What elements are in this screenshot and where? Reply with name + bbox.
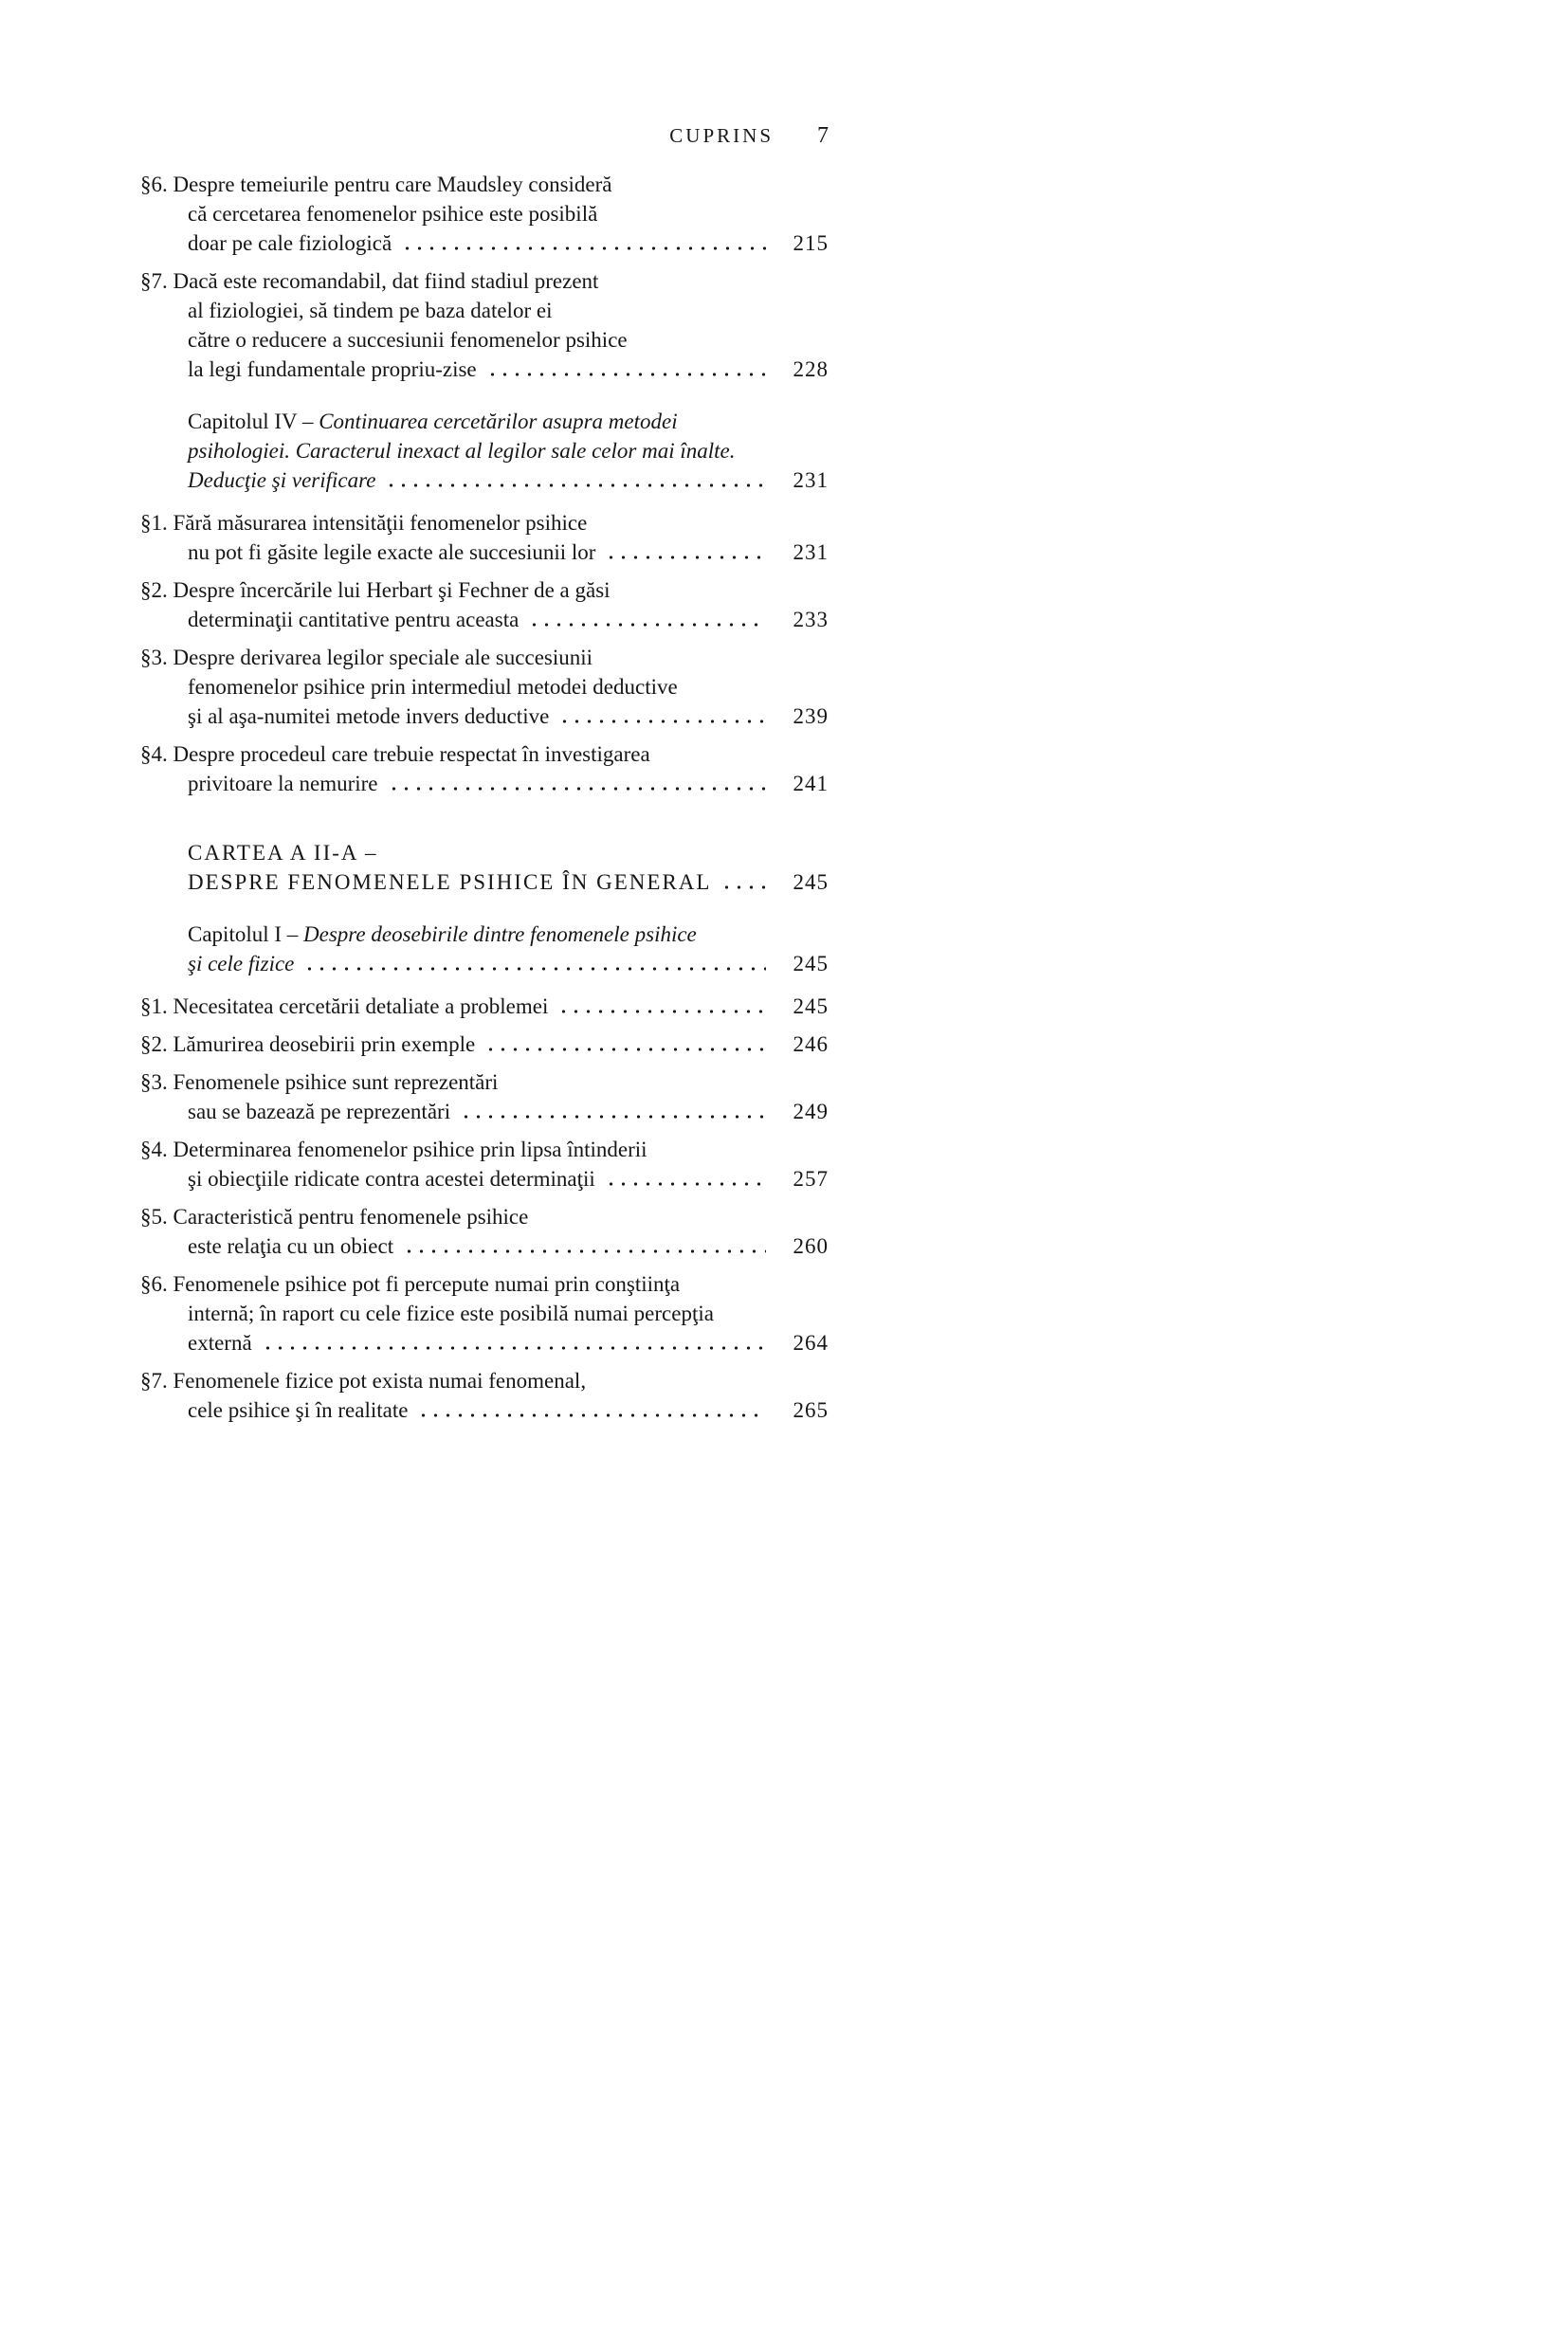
toc-line: §1. Fără măsurarea intensităţii fenomenelor psihice	[140, 511, 588, 535]
toc-entry-text: §2. Lămurirea deosebirii prin exemple	[140, 1032, 476, 1056]
page-number: 260	[793, 1234, 829, 1258]
leader-dots	[486, 373, 766, 376]
toc-line-with-page	[188, 355, 829, 384]
chapter-title-text: Despre deosebirile dintre fenomenele psihice	[303, 922, 697, 946]
toc-line: către o reducere a succesiunii fenomenelor psihice	[188, 328, 628, 352]
toc-line-with-page	[188, 465, 829, 495]
toc-line: §3. Fenomenele psihice sunt reprezentări	[140, 1070, 499, 1094]
toc-line: psihologiei. Caracterul inexact al legilor sale celor mai înalte.	[188, 439, 736, 463]
toc-entry-text: şi al aşa-numitei metode invers deductive	[188, 704, 550, 728]
leader-dots	[605, 1182, 766, 1186]
leader-dots	[460, 1115, 766, 1119]
toc-line-with-page	[188, 867, 829, 897]
toc-line: al fiziologiei, să tindem pe baza datelor ei	[188, 299, 553, 322]
toc-entry	[140, 992, 829, 1021]
leader-dots	[484, 1048, 766, 1051]
toc-line: §7. Dacă este recomandabil, dat fiind stadiul prezent	[140, 269, 599, 293]
toc-entry-text: §1. Necesitatea cercetării detaliate a problemei	[140, 994, 549, 1018]
toc-entry-text: determinaţii cantitative pentru aceasta	[188, 608, 520, 631]
page-number: 245	[793, 952, 829, 975]
leader-dots	[388, 787, 766, 791]
toc-entry	[140, 1366, 829, 1425]
leader-dots	[720, 885, 766, 889]
toc-line-with-page	[188, 769, 829, 798]
toc-line: CARTEA A II-A –	[188, 841, 378, 865]
leader-dots	[417, 1413, 766, 1417]
toc-line-with-page	[140, 992, 829, 1021]
page-number: 241	[793, 772, 829, 795]
toc-entry-text: este relaţia cu un obiect	[188, 1234, 394, 1258]
toc-entry	[140, 643, 829, 731]
leader-dots	[528, 623, 766, 627]
toc-line: §4. Despre procedeul care trebuie respectat în investigarea	[140, 742, 650, 766]
toc-line: fenomenelor psihice prin intermediul metodei deductive	[188, 675, 678, 699]
chapter-label: Capitolul I –	[188, 922, 304, 946]
toc-line-with-page	[188, 1164, 829, 1194]
toc-entry-text: Deducţie şi verificare	[188, 468, 376, 492]
toc-line-with-page	[188, 1231, 829, 1261]
toc-entry-text: privitoare la nemurire	[188, 772, 378, 795]
page-number: 215	[793, 231, 829, 255]
toc-line: §3. Despre derivarea legilor speciale ale succesiunii	[140, 646, 593, 669]
toc-entry	[140, 739, 829, 798]
toc-entry	[140, 170, 829, 258]
toc-line-with-page	[188, 605, 829, 634]
leader-dots	[385, 483, 766, 487]
leader-dots	[303, 967, 766, 971]
toc-header-title: CUPRINS	[669, 124, 774, 147]
toc-entry	[140, 1135, 829, 1194]
page-number: 231	[793, 540, 829, 564]
leader-dots	[403, 1249, 766, 1253]
toc-line	[188, 920, 829, 949]
page-number: 233	[793, 608, 829, 631]
toc-entry-text: externă	[188, 1331, 252, 1355]
toc-entry-text: DESPRE FENOMENELE PSIHICE ÎN GENERAL	[188, 870, 712, 894]
toc-list	[140, 170, 829, 1425]
toc-entry-text: doar pe cale fiziologică	[188, 231, 392, 255]
toc-entry-text: cele psihice şi în realitate	[188, 1398, 409, 1422]
page-number: 246	[793, 1032, 829, 1056]
toc-entry-text: şi cele fizice	[188, 952, 295, 975]
toc-line-with-page	[188, 1097, 829, 1126]
contents-block	[140, 123, 829, 1433]
toc-line: §7. Fenomenele fizice pot exista numai fenomenal,	[140, 1369, 587, 1393]
toc-line	[188, 407, 829, 436]
page-number: 264	[793, 1331, 829, 1355]
chapter-title-text: Continuarea cercetărilor asupra metodei	[319, 410, 678, 433]
toc-header-folio: 7	[817, 123, 829, 148]
chapter-label: Capitolul IV –	[188, 410, 319, 433]
page-number: 245	[793, 870, 829, 894]
toc-line: §6. Fenomenele psihice pot fi percepute numai prin conştiinţa	[140, 1272, 681, 1296]
toc-entry	[140, 920, 829, 978]
page-number: 265	[793, 1398, 829, 1422]
toc-line: §6. Despre temeiurile pentru care Maudsley consideră	[140, 173, 612, 196]
toc-line: că cercetarea fenomenelor psihice este posibilă	[188, 202, 598, 226]
toc-entry	[140, 1202, 829, 1261]
toc-line: §2. Despre încercările lui Herbart şi Fechner de a găsi	[140, 578, 611, 602]
toc-entry	[140, 508, 829, 567]
toc-line-with-page	[188, 1395, 829, 1425]
leader-dots	[558, 720, 766, 723]
page-number: 231	[793, 468, 829, 492]
toc-entry	[140, 838, 829, 897]
toc-entry	[140, 1030, 829, 1059]
page-number: 245	[793, 994, 829, 1018]
toc-entry-text: şi obiecţiile ridicate contra acestei determinaţii	[188, 1167, 595, 1191]
toc-entry-text: nu pot fi găsite legile exacte ale succesiunii lor	[188, 540, 596, 564]
page-number: 239	[793, 704, 829, 728]
leader-dots	[605, 556, 766, 559]
toc-entry-text: sau se bazează pe reprezentări	[188, 1100, 451, 1123]
toc-entry-text: la legi fundamentale propriu-zise	[188, 357, 477, 381]
page-number: 249	[793, 1100, 829, 1123]
toc-line-with-page	[188, 949, 829, 978]
leader-dots	[401, 246, 766, 250]
toc-line-with-page	[140, 1030, 829, 1059]
toc-line: §4. Determinarea fenomenelor psihice prin lipsa întinderii	[140, 1138, 647, 1161]
toc-line-with-page	[188, 228, 829, 258]
toc-line-with-page	[188, 538, 829, 567]
toc-line-with-page	[188, 1328, 829, 1358]
leader-dots	[262, 1346, 766, 1350]
toc-entry	[140, 1067, 829, 1126]
toc-line: §5. Caracteristică pentru fenomenele psihice	[140, 1205, 529, 1229]
toc-header	[140, 123, 829, 149]
toc-entry	[140, 266, 829, 384]
toc-line: internă; în raport cu cele fizice este posibilă numai percepţia	[188, 1302, 714, 1325]
toc-entry	[140, 1269, 829, 1358]
leader-dots	[557, 1010, 766, 1013]
toc-entry	[140, 575, 829, 634]
page-number: 228	[793, 357, 829, 381]
page-number: 257	[793, 1167, 829, 1191]
toc-line-with-page	[188, 702, 829, 731]
toc-entry	[140, 407, 829, 495]
